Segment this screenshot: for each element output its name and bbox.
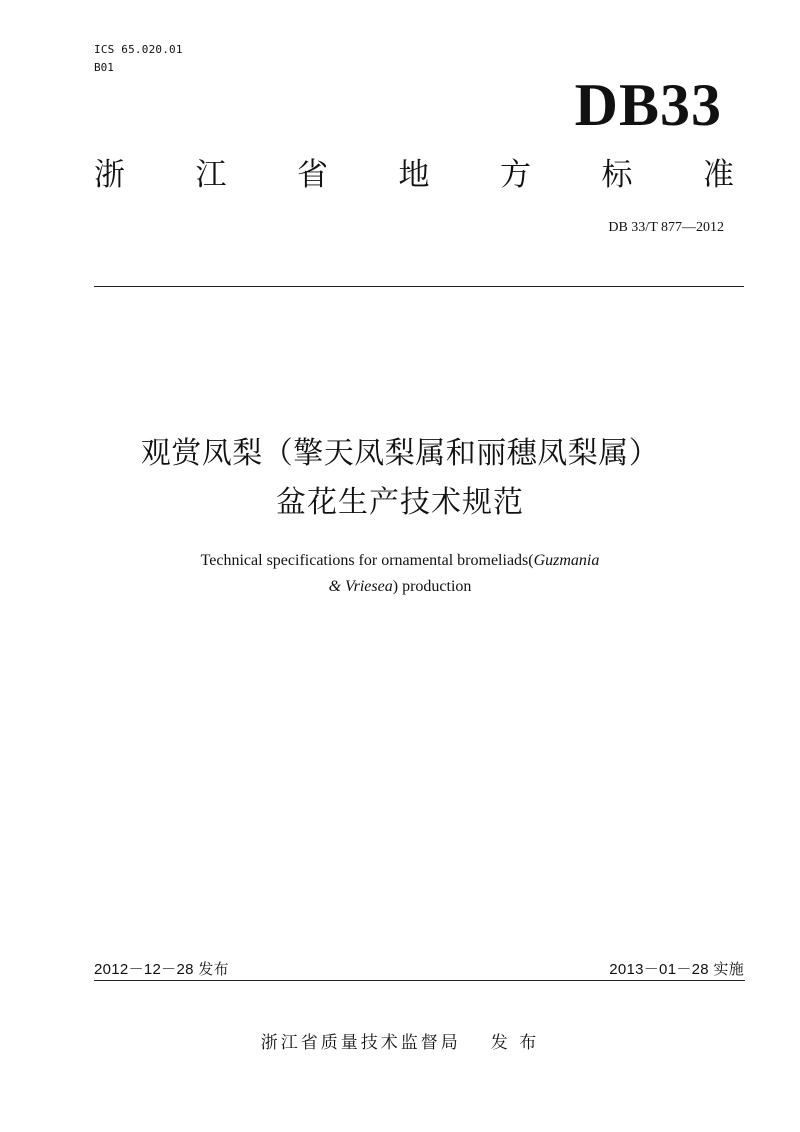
standard-type-char: 省 <box>297 157 328 193</box>
issuer-action: 发 布 <box>490 1033 540 1053</box>
issuer-name: 浙江省质量技术监督局 <box>260 1033 461 1053</box>
standard-type-heading <box>94 154 734 196</box>
standard-type-char: 标 <box>601 157 633 193</box>
issuer-line <box>0 1031 800 1055</box>
chinese-title-line-1: 观赏凤梨（擎天凤梨属和丽穗凤梨属） <box>140 436 660 471</box>
chinese-title-line-2: 盆花生产技术规范 <box>276 485 524 520</box>
english-title-part-1: Technical specifications for ornamental bromeliads( <box>200 552 534 569</box>
ccs-code: B01 <box>94 61 114 74</box>
header-divider <box>94 286 744 287</box>
standard-type-char: 准 <box>703 157 734 193</box>
english-title-ampersand: & <box>328 578 346 595</box>
standard-type-char: 浙 <box>94 157 125 193</box>
db33-logo: DB33 <box>574 72 722 138</box>
standard-type-char: 地 <box>398 157 430 193</box>
standard-number: DB 33/T 877—2012 <box>608 220 724 235</box>
english-title-part-2: ) production <box>392 578 472 595</box>
implementation-date: 2013－01－28 实施 <box>609 961 744 978</box>
english-title <box>0 548 800 600</box>
standard-type-char: 方 <box>500 157 531 193</box>
english-title-genus-1: Guzmania <box>533 552 600 569</box>
english-title-genus-2: Vriesea <box>345 578 393 595</box>
ics-code: ICS 65.020.01 <box>94 43 183 56</box>
issue-date: 2012－12－28 发布 <box>94 961 229 978</box>
standard-type-char: 江 <box>195 157 227 193</box>
footer-divider <box>94 980 745 981</box>
